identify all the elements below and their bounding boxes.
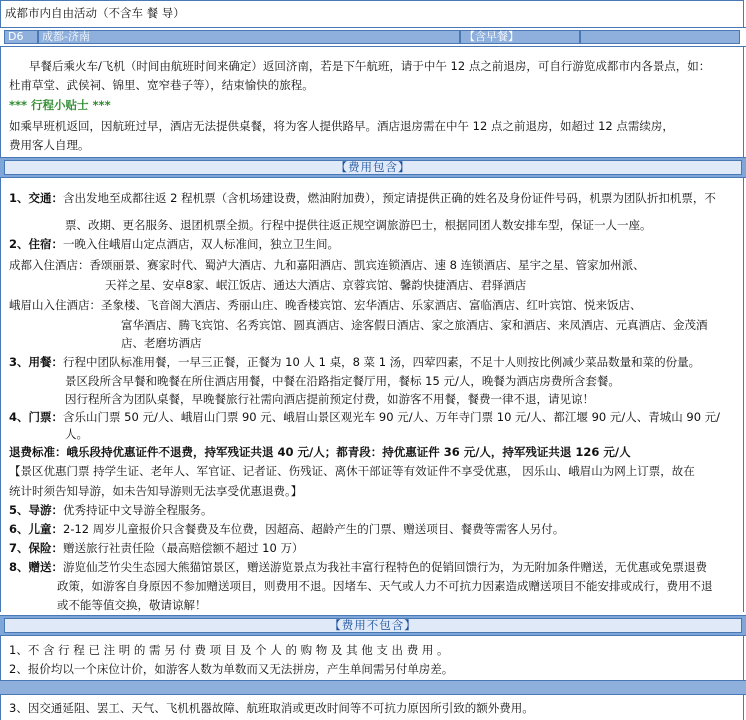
tips-line1: 如乘早班机返回，因航班过早，酒店无法提供桌餐，将为客人提供路早。酒店退房需在中午 12 点之前退房，如超过 12 点需续房， xyxy=(9,119,674,133)
day-meals: 【含早餐】 xyxy=(460,30,580,44)
meals-label: 3、用餐： xyxy=(9,355,64,369)
meals-item xyxy=(9,354,700,371)
tips-line2: 费用客人自理。 xyxy=(9,138,90,152)
excluded-section xyxy=(0,636,744,680)
refund-note-line1: 【景区优惠门票 持学生证、老年人、军官证、记者证、伤残证、离休干部证等有效证件不享受优惠， 因乐山、峨眉山为网上订票，故在 xyxy=(9,464,695,478)
gift-label: 8、赠送： xyxy=(9,560,64,574)
guide-text: 优秀持证中文导游全程服务。 xyxy=(63,503,213,517)
free-activity-text: 成都市内自由活动（不含车 餐 导） xyxy=(5,6,185,20)
excluded-item-3: 3、因交通延阻、罢工、天气、飞机机器故障、航班取消或更改时间等不可抗力原因所引致的额外费用。 xyxy=(9,701,534,715)
lodging-item xyxy=(9,236,339,253)
insurance-item xyxy=(9,540,303,557)
lodging-line1: 一晚入住峨眉山定点酒店，双人标准间，独立卫生间。 xyxy=(63,237,340,251)
day-desc-line2: 杜甫草堂、武侯祠、锦里、宽窄巷子等），结束愉快的旅程。 xyxy=(9,78,314,92)
lodging-label: 2、住宿： xyxy=(9,237,64,251)
gift-line3: 或不能等值交换，敬请谅解！ xyxy=(57,598,207,612)
chengdu-hotels xyxy=(9,257,645,274)
meals-line1: 行程中团队标准用餐，一早三正餐，正餐为 10 人 1 桌，8 菜 1 汤，四荤四素，不足十人则按比例减少菜品数量和菜的份量。 xyxy=(63,355,701,369)
emei-hotels-line1: 圣象楼、飞音阁大酒店、秀丽山庄、晚香楼宾馆、宏华酒店、乐家酒店、富临酒店、红叶宾馆、悦来饭店、 xyxy=(101,298,642,312)
excluded-header: 【费用不包含】 xyxy=(4,618,742,633)
emei-hotels-label: 峨眉山入住酒店： xyxy=(9,298,101,312)
day-description xyxy=(0,47,744,157)
refund-note-line2: 统计时须告知导游，如未告知导游则无法享受优惠退费。】 xyxy=(9,484,303,498)
chengdu-hotels-line1: 香颂丽景、赛家时代、蜀泸大酒店、九和嘉阳酒店、凯宾连锁酒店、速 8 连锁酒店、星宇之星、管家加州派、 xyxy=(89,258,645,272)
separator-band xyxy=(0,680,746,695)
excluded-item-2: 2、报价均以一个床位计价，如游客人数为单数而又无法拼房，产生单间需另付单房差。 xyxy=(9,662,454,676)
day-number: D6 xyxy=(4,30,38,44)
meals-line3: 因行程所含为团队桌餐，早晚餐旅行社需向酒店提前预定付费，如游客不用餐，餐费一律不退，请见谅！ xyxy=(65,392,594,406)
day-blank-cell xyxy=(580,30,740,44)
refund-standard: 退费标准：峨乐段持优惠证件不退费，持军残证共退 40 元/人；都青段：持优惠证件 36 元/人，持军残证共退 126 元/人 xyxy=(9,445,631,459)
included-header-bar xyxy=(0,157,746,178)
excluded-continued xyxy=(0,695,744,720)
gift-item xyxy=(9,559,707,576)
chengdu-hotels-label: 成都入住酒店： xyxy=(9,258,90,272)
children-item xyxy=(9,521,564,538)
meals-line2: 景区段所含早餐和晚餐在所住酒店用餐，中餐在沿路指定餐厅用，餐标 15 元/人，晚餐为酒店房费所含套餐。 xyxy=(65,374,620,388)
guide-item xyxy=(9,502,213,519)
emei-hotels xyxy=(9,297,642,314)
transport-label: 1、交通： xyxy=(9,191,64,205)
excluded-header-bar xyxy=(0,615,746,636)
insurance-label: 7、保险： xyxy=(9,541,64,555)
children-text: 2-12 周岁儿童报价只含餐费及车位费，因超高、超龄产生的门票、赠送项目、餐费等需客人另付。 xyxy=(63,522,565,536)
transport-line2: 票、改期、更名服务、退团机票全损。行程中提供往返正规空调旅游巴士，根据同团人数安排车型，保证一人一座。 xyxy=(65,218,652,232)
emei-hotels-line3: 店、老磨坊酒店 xyxy=(121,336,202,350)
insurance-text: 赠送旅行社责任险（最高赔偿额不超过 10 万） xyxy=(63,541,304,555)
emei-hotels-line2: 富华酒店、腾飞宾馆、名秀宾馆、圆真酒店、途客假日酒店、家之旅酒店、家和酒店、来凤酒店、元真酒店、金茂酒 xyxy=(121,318,708,332)
included-section xyxy=(0,178,744,612)
top-section xyxy=(0,0,744,27)
tips-title: *** 行程小贴士 *** xyxy=(9,98,111,112)
tickets-line2: 人。 xyxy=(65,427,88,441)
transport-line1: 含出发地至成都往返 2 程机票（含机场建设费，燃油附加费），预定请提供正确的姓名及身份证件号码，机票为团队折扣机票，不 xyxy=(63,191,716,205)
tickets-item xyxy=(9,409,720,426)
guide-label: 5、导游： xyxy=(9,503,64,517)
day-route: 成都-济南 xyxy=(38,30,460,44)
tickets-line1: 含乐山门票 50 元/人、峨眉山门票 90 元、峨眉山景区观光车 90 元/人、万年寺门票 10 元/人、都江堰 90 元/人、青城山 90 元/ xyxy=(63,410,721,424)
day-row xyxy=(0,27,746,47)
gift-line1: 游览仙芝竹尖生态园大熊猫馆景区，赠送游览景点为我社丰富行程特色的促销回馈行为，为无附加条件赠送，无优惠或免票退费 xyxy=(63,560,708,574)
tickets-label: 4、门票： xyxy=(9,410,64,424)
gift-line2: 政策，如游客自身原因不参加赠送项目，则费用不退。因堵车、天气或人力不可抗力因素造成赠送项目不能安排或成行，费用不退 xyxy=(57,579,713,593)
included-header: 【费用包含】 xyxy=(4,160,742,175)
day-desc-line1: 早餐后乘火车/飞机（时间由航班时间来确定）返回济南，若是下午航班，请于中午 12 点之前退房，可自行游览成都市内各景点，如： xyxy=(29,59,711,73)
children-label: 6、儿童： xyxy=(9,522,64,536)
excluded-item-1: 1、不 含 行 程 已 注 明 的 需 另 付 费 项 目 及 个 人 的 购 物 及 其 他 支 出 费 用 。 xyxy=(9,643,449,657)
chengdu-hotels-line2: 天祥之星、安卓8家、岷江饭店、通达大酒店、京蓉宾馆、馨韵快捷酒店、君驿酒店 xyxy=(105,278,527,292)
transport-item xyxy=(9,190,716,207)
